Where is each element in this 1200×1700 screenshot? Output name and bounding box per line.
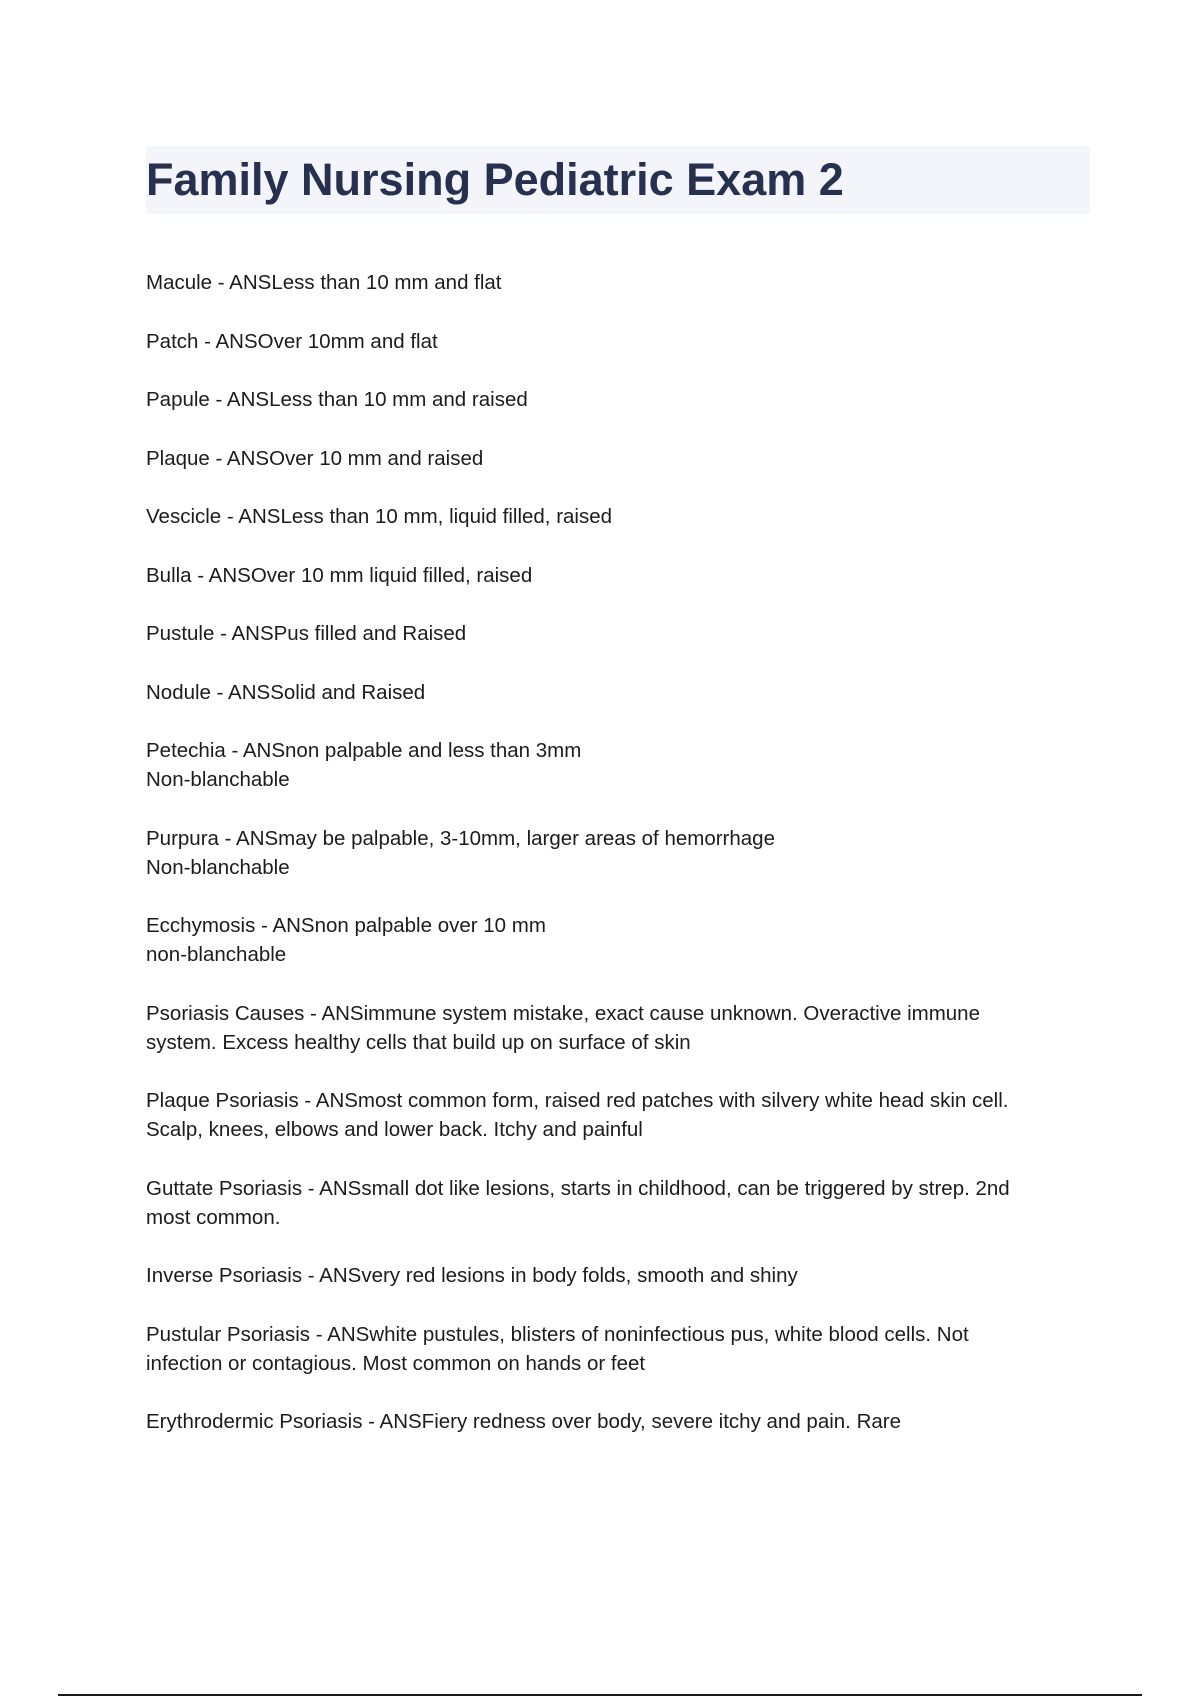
entry-plaque-psoriasis: Plaque Psoriasis - ANSmost common form, raised red patches with silvery white head skin cell. Scalp, knees, elbows and lower back. Itchy and painful [146, 1089, 1009, 1141]
entry-list [146, 268, 1090, 1466]
entry-patch: Patch - ANSOver 10mm and flat [146, 329, 438, 353]
page-title: Family Nursing Pediatric Exam 2 [146, 154, 844, 205]
entry-pustule: Pustule - ANSPus filled and Raised [146, 622, 467, 645]
entry-plaque: Plaque - ANSOver 10 mm and raised [146, 446, 484, 470]
entry-nodule: Nodule - ANSSolid and Raised [146, 680, 426, 704]
entry-purpura: Purpura - ANSmay be palpable, 3-10mm, larger areas of hemorrhage Non-blanchable [146, 826, 775, 879]
entry-erythrodermic-psoriasis: Erythrodermic Psoriasis - ANSFiery redness over body, severe itchy and pain. Rare [146, 1410, 902, 1433]
entry-macule: Macule - ANSLess than 10 mm and flat [146, 271, 502, 294]
entry-psoriasis-causes: Psoriasis Causes - ANSimmune system mistake, exact cause unknown. Overactive immune system. Excess healthy cells that build up on surface of skin [146, 1001, 980, 1054]
entry-bulla: Bulla - ANSOver 10 mm liquid filled, raised [146, 563, 533, 587]
entry-papule: Papule - ANSLess than 10 mm and raised [146, 388, 528, 411]
entry-guttate-psoriasis: Guttate Psoriasis - ANSsmall dot like lesions, starts in childhood, can be triggered by strep. 2nd most common. [146, 1176, 1010, 1229]
entry-vescicle: Vescicle - ANSLess than 10 mm, liquid filled, raised [146, 505, 613, 528]
entry-pustular-psoriasis: Pustular Psoriasis - ANSwhite pustules, blisters of noninfectious pus, white blood cells. Not infection or contagious. Most common on hands or feet [146, 1322, 969, 1375]
footer-divider [58, 1694, 1142, 1696]
entry-petechia: Petechia - ANSnon palpable and less than 3mm Non-blanchable [146, 739, 582, 791]
entry-inverse-psoriasis: Inverse Psoriasis - ANSvery red lesions in body folds, smooth and shiny [146, 1264, 798, 1287]
entry-ecchymosis: Ecchymosis - ANSnon palpable over 10 mm non-blanchable [146, 914, 546, 966]
title-band [146, 146, 1090, 214]
